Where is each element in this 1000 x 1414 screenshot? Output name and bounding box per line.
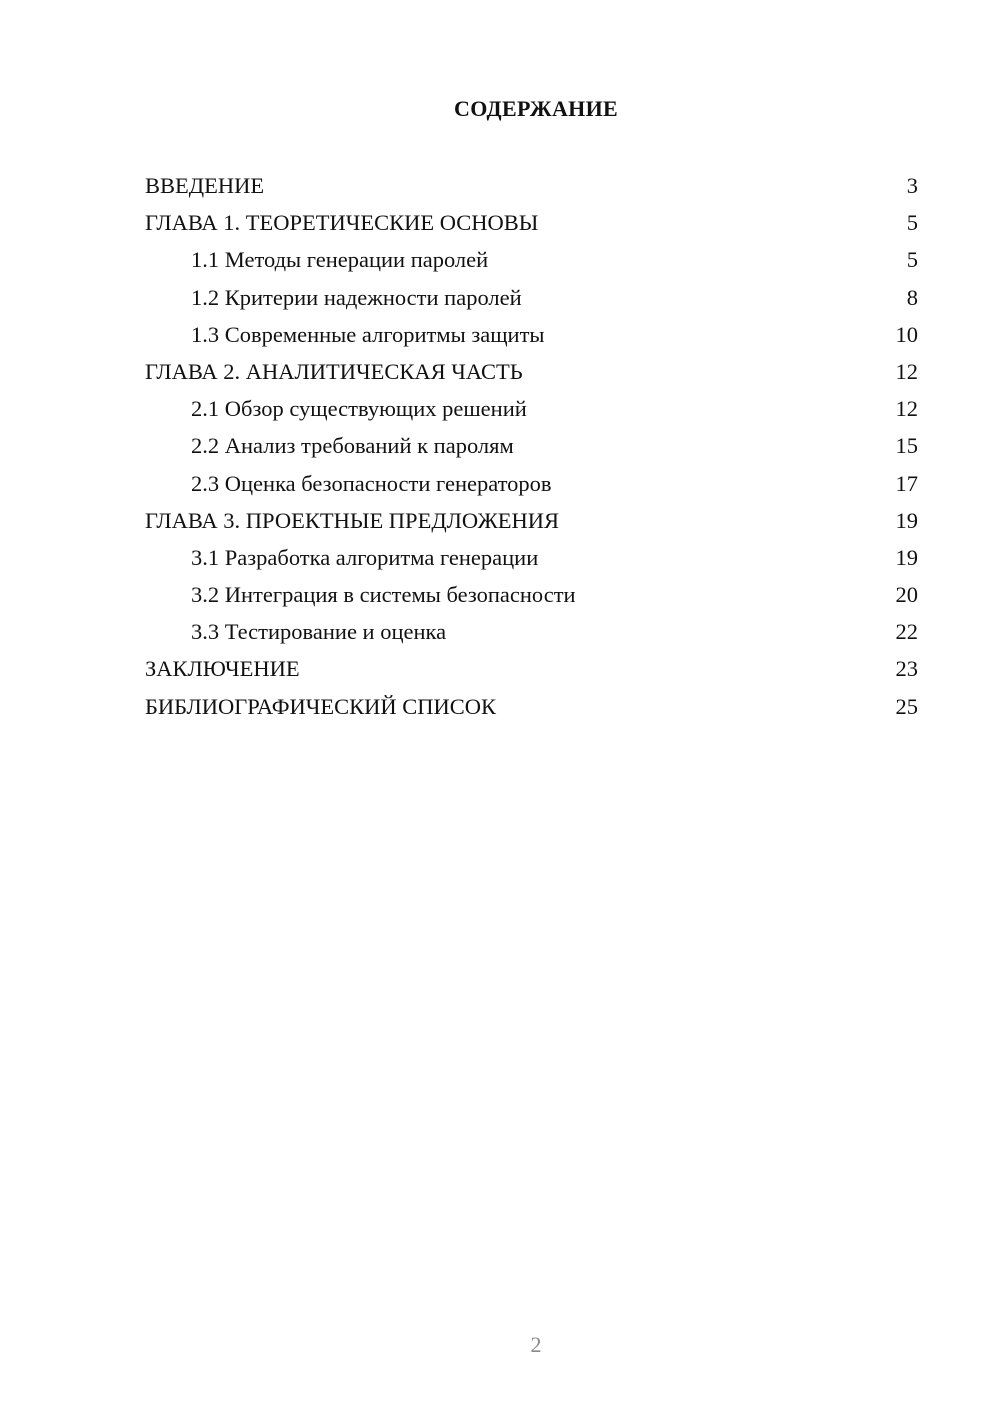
table-of-contents (145, 167, 918, 725)
toc-entry-label: ГЛАВА 3. ПРОЕКТНЫЕ ПРЕДЛОЖЕНИЯ (145, 507, 560, 533)
toc-entry (145, 613, 918, 650)
toc-entry-label: ВВЕДЕНИЕ (145, 173, 265, 198)
toc-entry-label: ГЛАВА 1. ТЕОРЕТИЧЕСКИЕ ОСНОВЫ (145, 210, 539, 236)
toc-entry (145, 465, 918, 502)
toc-entry-label: 3.1 Разработка алгоритма генерации (191, 544, 539, 570)
toc-entry (145, 650, 918, 687)
toc-entry-page: 3 (906, 173, 918, 198)
toc-entry (145, 427, 918, 464)
toc-entry-page: 8 (906, 284, 918, 310)
toc-entry-page: 19 (895, 507, 918, 533)
toc-entry (145, 502, 918, 539)
toc-entry-label: 1.3 Современные алгоритмы защиты (191, 321, 545, 347)
toc-entry-label: 1.1 Методы генерации паролей (191, 247, 489, 273)
toc-entry (145, 279, 918, 316)
toc-entry-label: 2.3 Оценка безопасности генераторов (191, 470, 552, 496)
toc-entry-label: БИБЛИОГРАФИЧЕСКИЙ СПИСОК (145, 693, 497, 719)
page-number: 2 (530, 1332, 542, 1357)
toc-entry (145, 204, 918, 241)
toc-entry (145, 353, 918, 390)
toc-entry (145, 316, 918, 353)
toc-entry (145, 390, 918, 427)
toc-entry (145, 241, 918, 278)
toc-entry-page: 12 (895, 396, 918, 422)
toc-entry (145, 167, 918, 204)
toc-entry (145, 688, 918, 725)
toc-entry-label: 3.2 Интеграция в системы безопасности (191, 582, 576, 608)
page-title: СОДЕРЖАНИЕ (454, 96, 618, 121)
toc-entry-label: 1.2 Критерии надежности паролей (191, 284, 522, 310)
toc-entry-label: 3.3 Тестирование и оценка (191, 619, 447, 645)
toc-entry-page: 23 (895, 656, 918, 682)
toc-entry-page: 10 (895, 321, 918, 347)
toc-entry-label: 2.2 Анализ требований к паролям (191, 433, 514, 459)
toc-entry-page: 12 (895, 358, 918, 384)
toc-entry-page: 15 (895, 433, 918, 459)
toc-entry (145, 576, 918, 613)
toc-entry (145, 539, 918, 576)
toc-entry-page: 17 (895, 470, 918, 496)
toc-entry-page: 19 (895, 544, 918, 570)
toc-entry-label: ГЛАВА 2. АНАЛИТИЧЕСКАЯ ЧАСТЬ (145, 358, 523, 384)
toc-entry-label: ЗАКЛЮЧЕНИЕ (145, 656, 300, 682)
toc-entry-page: 20 (895, 582, 918, 608)
toc-entry-page: 5 (906, 210, 918, 236)
toc-entry-page: 22 (895, 619, 918, 645)
toc-entry-label: 2.1 Обзор существующих решений (191, 396, 527, 422)
toc-entry-page: 5 (906, 247, 918, 273)
toc-entry-page: 25 (895, 693, 918, 719)
